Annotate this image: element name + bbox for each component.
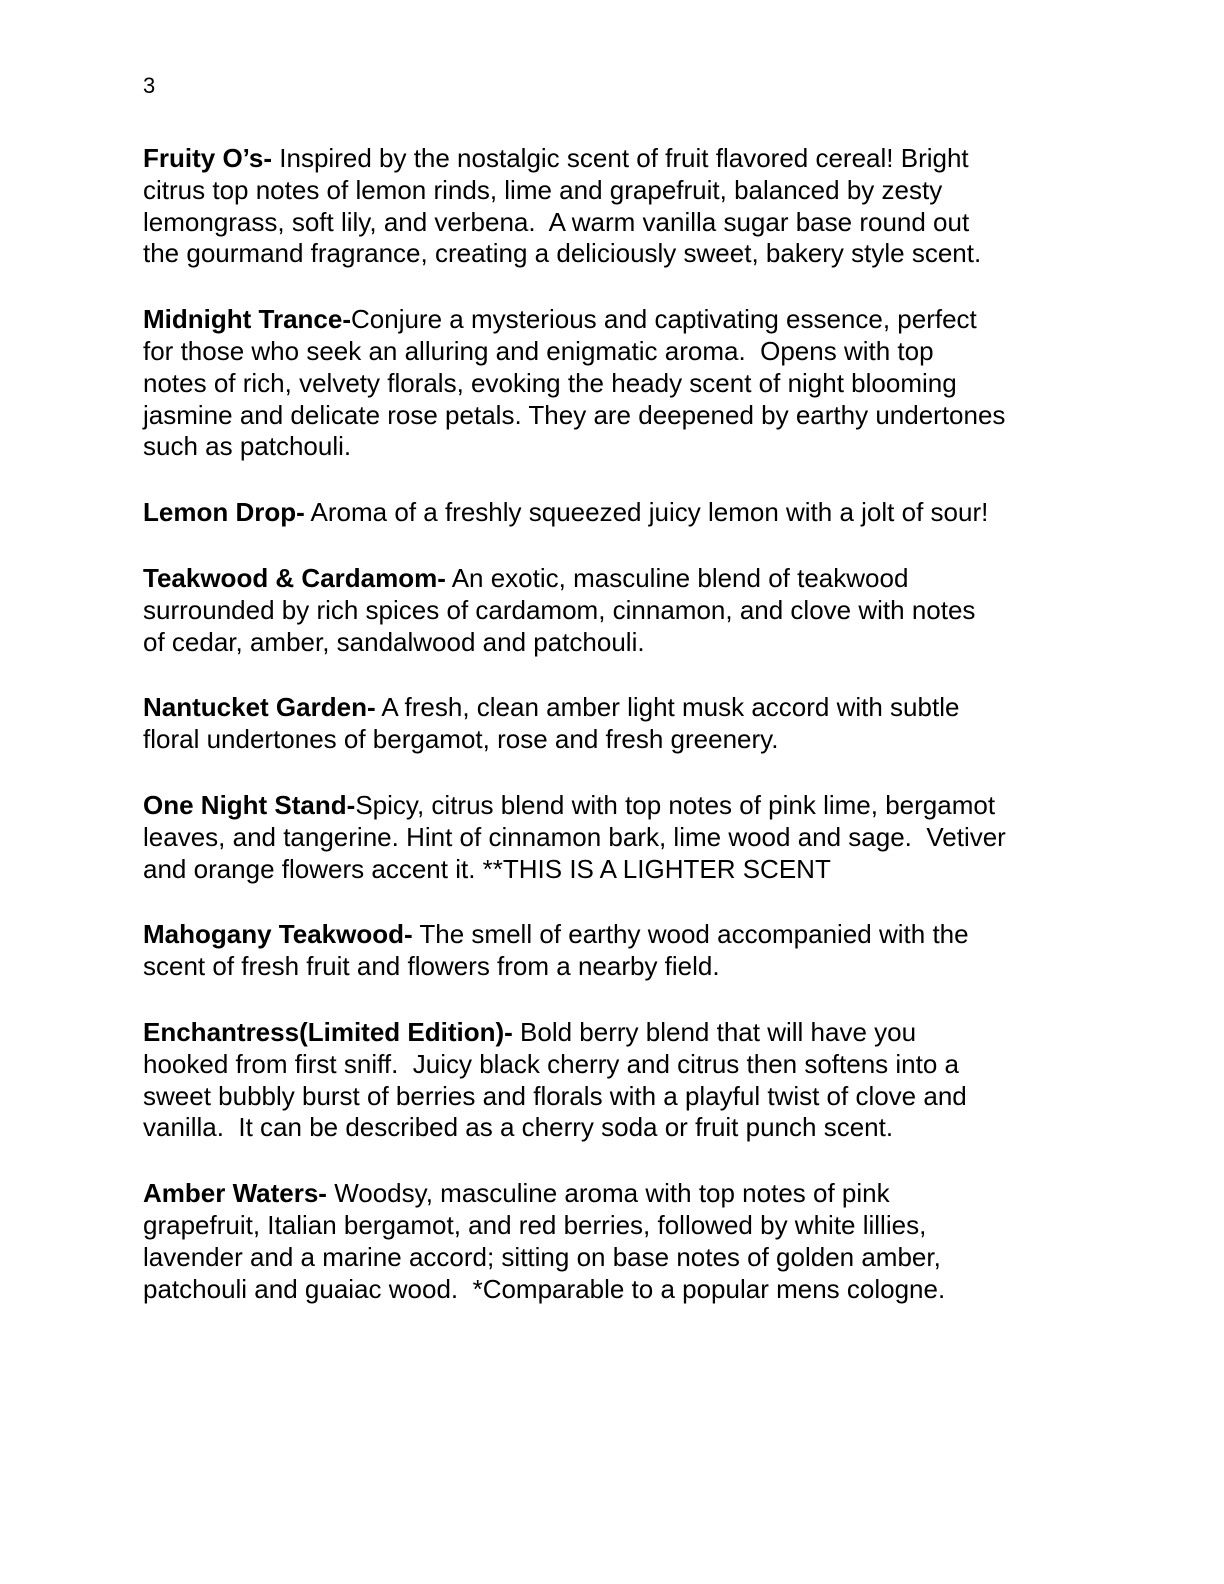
scent-description: Inspired by the nostalgic scent of fruit flavored cereal! Bright citrus top notes of lemon rinds, lime and grapefruit, balanced by zesty lemongrass, soft lily, and verbena. A warm vanilla sugar base round out the gourmand fragrance, creating a deliciously sweet, bakery style scent.: [143, 143, 982, 269]
scent-entry-teakwood-cardamom: [143, 563, 1083, 658]
scent-description: Spicy, citrus blend with top notes of pink lime, bergamot leaves, and tangerine. Hint of cinnamon bark, lime wood and sage. Vetiver and orange flowers accent it. **THIS IS A LIGHTER SCENT: [143, 789, 1006, 884]
scent-entry-mahogany-teakwood: [143, 919, 1083, 983]
scent-name: Amber Waters-: [143, 1178, 327, 1209]
scent-description: An exotic, masculine blend of teakwood surrounded by rich spices of cardamom, cinnamon, and clove with notes of cedar, amber, sandalwood and patchouli.: [143, 562, 976, 657]
scent-description: Woodsy, masculine aroma with top notes of pink grapefruit, Italian bergamot, and red berries, followed by white lillies, lavender and a marine accord; sitting on base notes of golden amber, patchouli and guaiac wood. *Comparable to a popular mens cologne.: [143, 1178, 946, 1304]
scent-name: Fruity O’s-: [143, 143, 273, 173]
scent-entry-fruity-os: [143, 143, 1083, 270]
scent-name: Teakwood & Cardamom-: [143, 562, 446, 593]
scent-name: Nantucket Garden-: [143, 692, 376, 723]
scent-entry-enchantress: [143, 1017, 1083, 1144]
scent-name: One Night Stand-: [143, 789, 356, 820]
scent-entry-one-night-stand: [143, 790, 1083, 885]
scent-entry-lemon-drop: [143, 497, 1083, 529]
scent-description: Conjure a mysterious and captivating essence, perfect for those who seek an alluring and enigmatic aroma. Opens with top notes of rich, velvety florals, evoking the heady scent of night blooming jasmine and delicate rose petals. They are deepened by earthy undertones such as patchouli.: [143, 304, 1006, 462]
scent-list: [143, 143, 1083, 1339]
scent-description: Aroma of a freshly squeezed juicy lemon with a jolt of sour!: [304, 497, 989, 528]
scent-description: Bold berry blend that will have you hooked from first sniff. Juicy black cherry and citrus then softens into a sweet bubbly burst of berries and florals with a playful twist of clove and vanilla. It can be described as a cherry soda or fruit punch scent.: [143, 1016, 967, 1143]
scent-entry-midnight-trance: [143, 304, 1083, 463]
scent-entry-amber-waters: [143, 1178, 1083, 1305]
page-number: 3: [143, 73, 156, 98]
scent-description: A fresh, clean amber light musk accord with subtle floral undertones of bergamot, rose and fresh greenery.: [143, 692, 960, 755]
scent-description: The smell of earthy wood accompanied with the scent of fresh fruit and flowers from a nearby field.: [143, 919, 969, 982]
scent-name: Lemon Drop-: [143, 497, 305, 528]
scent-name: Enchantress(Limited Edition)-: [143, 1016, 513, 1047]
scent-name: Midnight Trance-: [143, 304, 351, 335]
scent-entry-nantucket-garden: [143, 692, 1083, 756]
scent-name: Mahogany Teakwood-: [143, 919, 413, 950]
